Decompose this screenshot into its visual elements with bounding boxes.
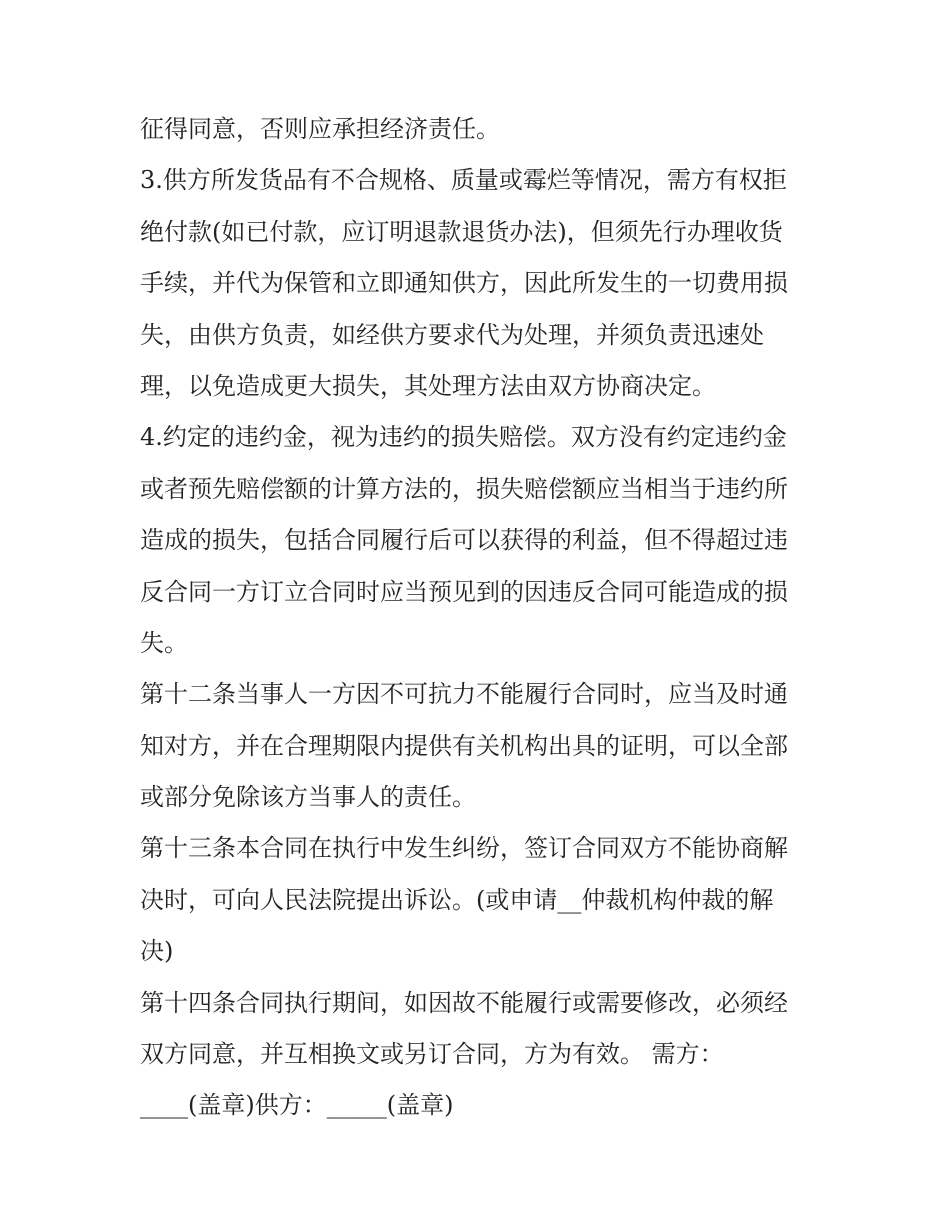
text-line-18: 第十四条合同执行期间，如因故不能履行或需要修改，必须经: [140, 988, 788, 1017]
text-line-15: 第十三条本合同在执行中发生纠纷，签订合同双方不能协商解: [140, 834, 788, 863]
text-line-20: ____(盖章)供方：_____(盖章): [140, 1091, 454, 1120]
text-line-13: 知对方，并在合理期限内提供有关机构出具的证明，可以全部: [140, 731, 788, 760]
text-line-19: 双方同意，并互相换文或另订合同，方为有效。 需方：: [140, 1040, 724, 1069]
text-line-11: 失。: [140, 628, 188, 657]
text-line-1: 征得同意，否则应承担经济责任。: [140, 115, 500, 143]
text-line-10: 反合同一方订立合同时应当预见到的因违反合同可能造成的损: [140, 577, 788, 606]
document-page: [140, 104, 830, 1132]
text-line-9: 造成的损失，包括合同履行后可以获得的利益，但不得超过违: [140, 526, 788, 555]
text-line-4: 手续，并代为保管和立即通知供方，因此所发生的一切费用损: [140, 269, 788, 298]
text-line-2: 3.供方所发货品有不合规格、质量或霉烂等情况，需方有权拒: [140, 166, 787, 195]
text-line-3: 绝付款(如已付款，应订明退款退货办法)，但须先行办理收货: [140, 217, 783, 246]
text-line-6: 理，以免造成更大损失，其处理方法由双方协商决定。: [140, 371, 716, 400]
text-line-14: 或部分免除该方当事人的责任。: [140, 783, 476, 812]
text-line-7: 4.约定的违约金，视为违约的损失赔偿。双方没有约定违约金: [140, 423, 787, 452]
text-line-5: 失，由供方负责，如经供方要求代为处理，并须负责迅速处: [140, 320, 764, 349]
text-line-17: 决): [140, 937, 174, 966]
text-line-8: 或者预先赔偿额的计算方法的，损失赔偿额应当相当于违约所: [140, 474, 788, 503]
text-line-12: 第十二条当事人一方因不可抗力不能履行合同时，应当及时通: [140, 680, 788, 709]
text-line-16: 决时，可向人民法院提出诉讼。(或申请__仲裁机构仲裁的解: [140, 885, 774, 914]
